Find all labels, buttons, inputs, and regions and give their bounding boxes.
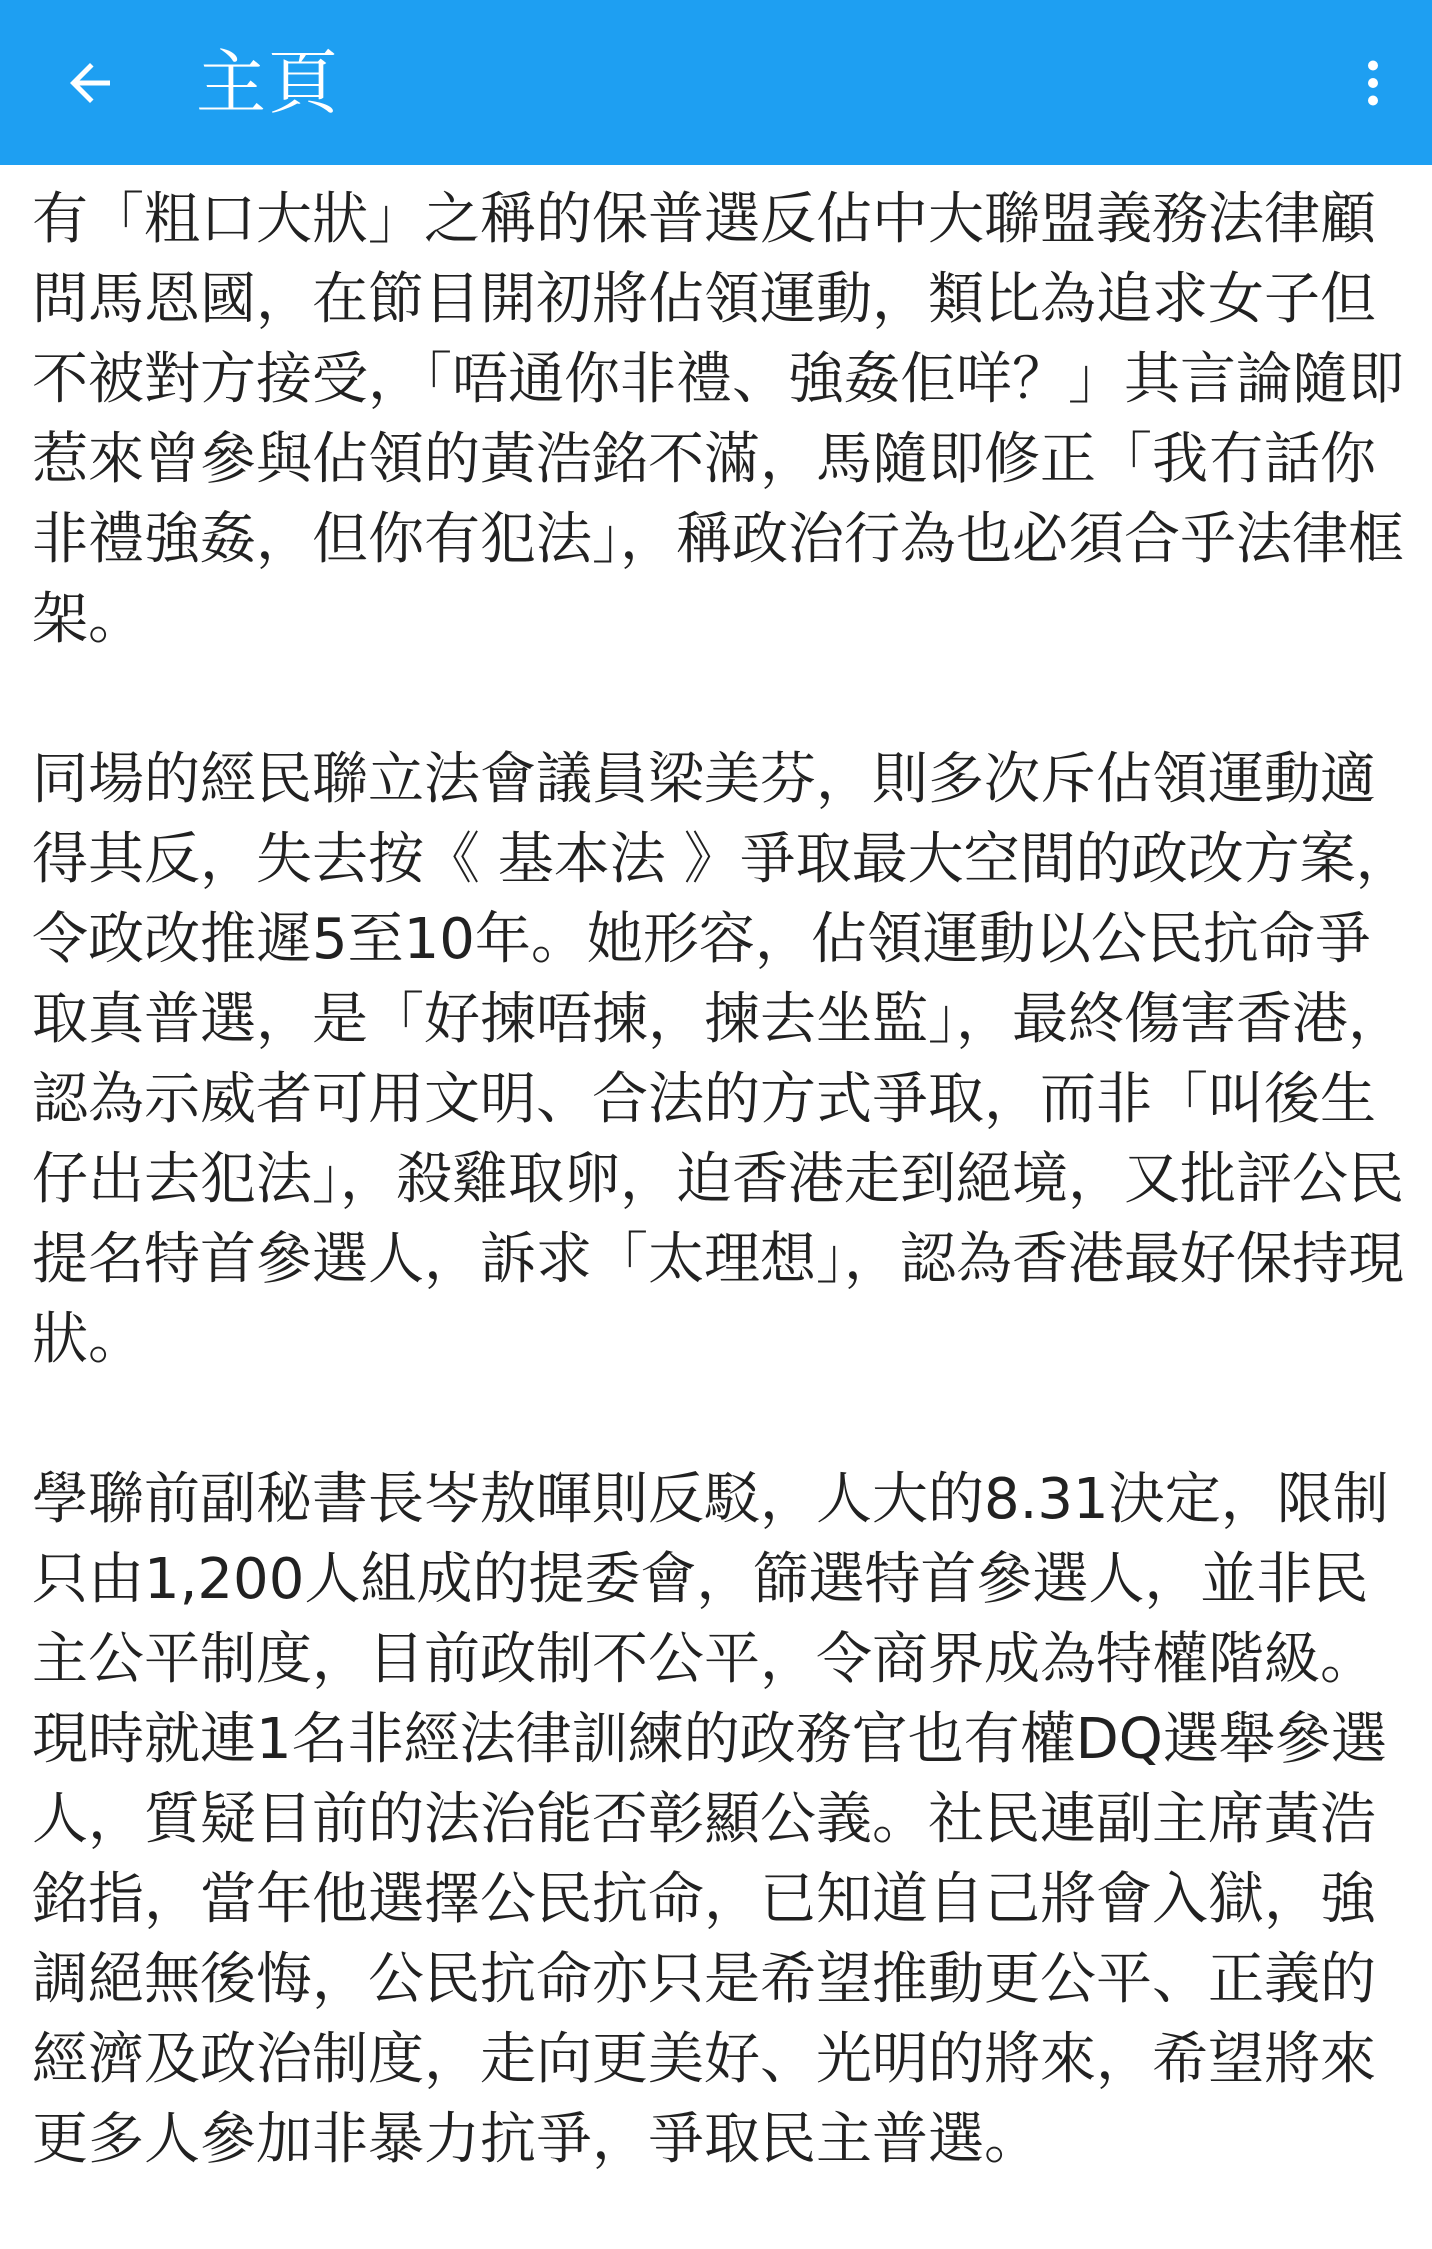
arrow-left-icon — [60, 53, 120, 113]
article-body — [32, 180, 1412, 2180]
article-paragraph-2: 同場的經民聯立法會議員梁美芬，則多次斥佔領運動適得其反，失去按《 基本法 》爭取最大空間的政改方案，令政改推遲5至10年。她形容，佔領運動以公民抗命爭取真普選，是「好揀唔揀，揀去坐監」，最終傷害香港，認為示威者可用文明、合法的方式爭取，而非「叫後生仔出去犯法」，殺雞取卵，迫香港走到絕境，又批評公民提名特首參選人，訴求「太理想」，認為香港最好保持現狀。 — [32, 747, 1412, 1372]
overflow-menu-button[interactable] — [1328, 38, 1418, 128]
more-vertical-icon — [1343, 53, 1403, 113]
article-paragraph-1: 有「粗口大狀」之稱的保普選反佔中大聯盟義務法律顧問馬恩國，在節目開初將佔領運動，類比為追求女子但不被對方接受，「唔通你非禮、強姦佢咩？」其言論隨即惹來曾參與佔領的黃浩銘不滿，馬隨即修正「我冇話你非禮強姦，但你有犯法」，稱政治行為也必須合乎法律框架。 — [32, 187, 1404, 652]
page-title: 主頁 — [196, 42, 340, 124]
article-paragraph-3: 學聯前副秘書長岑敖暉則反駁，人大的8.31決定，限制只由1,200人組成的提委會，篩選特首參選人，並非民主公平制度，目前政制不公平，令商界成為特權階級。現時就連1名非經法律訓練的政務官也有權DQ選舉參選人，質疑目前的法治能否彰顯公義。社民連副主席黃浩銘指，當年他選擇公民抗命，已知道自己將會入獄，強調絕無後悔，公民抗命亦只是希望推動更公平、正義的經濟及政治制度，走向更美好、光明的將來，希望將來更多人參加非暴力抗爭，爭取民主普選。 — [32, 1467, 1389, 2172]
back-button[interactable] — [40, 38, 140, 128]
app-bar — [0, 0, 1432, 165]
